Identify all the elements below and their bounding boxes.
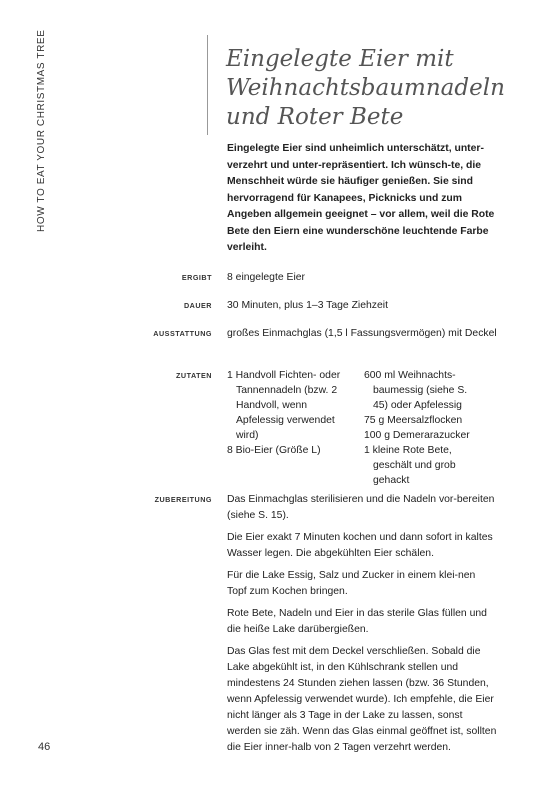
title-line: Eingelegte Eier mit: [226, 46, 454, 72]
title-line: Weihnachtsbaumnadeln: [226, 75, 505, 101]
ingredient-item: 8 Bio-Eier (Größe L): [227, 445, 321, 456]
yield-label: ERGIBT: [181, 273, 212, 282]
method-steps: [227, 492, 497, 762]
ingredient-item: 75 g Meersalzflocken: [364, 415, 463, 426]
method-label: ZUBEREITUNG: [154, 495, 212, 504]
ingredients-right-column: [364, 368, 484, 488]
ingredient-item: 100 g Demerarazucker: [364, 430, 470, 441]
duration-label: DAUER: [183, 301, 212, 310]
title-rule: [207, 35, 208, 135]
ingredients-label: ZUTATEN: [176, 371, 212, 380]
method-step: Rote Bete, Nadeln und Eier in das sterile Glas füllen und die heiße Lake darübergießen.: [227, 608, 487, 635]
running-head: HOW TO EAT YOUR CHRISTMAS TREE: [36, 29, 47, 232]
method-step: Das Glas fest mit dem Deckel verschließen. Sobald die Lake abgekühlt ist, in den Kühlschrank stellen und mindestens 24 Stunden ziehen lassen (bzw. 36 Stunden, wenn Apfelessig verwendet wurde). Ich empfehle, die Eier nicht länger als 3 Tage in der Lake zu lassen, sonst werden sie zäh. Wenn das Glas einmal geöffnet ist, sollten die Eier inner-halb von 2 Tagen verzehrt werden.: [227, 646, 497, 753]
title-line: und Roter Bete: [226, 104, 404, 130]
page-number: 46: [38, 741, 51, 753]
ingredients-left-column: [227, 368, 352, 458]
method-step: Für die Lake Essig, Salz und Zucker in einem klei-nen Topf zum Kochen bringen.: [227, 570, 476, 597]
ingredient-item: 1 kleine Rote Bete, geschält und grob gehackt: [364, 445, 456, 486]
recipe-title: [226, 45, 526, 132]
ingredient-item: 1 Handvoll Fichten- oder Tannennadeln (bzw. 2 Handvoll, wenn Apfelessig verwendet wird): [227, 370, 341, 441]
method-step: Das Einmachglas sterilisieren und die Nadeln vor-bereiten (siehe S. 15).: [227, 494, 495, 521]
yield-value: 8 eingelegte Eier: [227, 272, 305, 283]
intro-text: Eingelegte Eier sind unheimlich unterschätzt, unter-verzehrt und unter-repräsentiert. Ich wünsch-te, die Menschheit würde sie häufiger genießen. Sie sind hervorragend für Kanapees, Picknicks und zum Angeben allgemein geeignet – vor allem, weil die Rote Bete den Eiern eine wunderschöne leuchtende Farbe verleiht.: [227, 143, 495, 253]
equipment-label: AUSSTATTUNG: [153, 329, 212, 338]
duration-value: 30 Minuten, plus 1–3 Tage Ziehzeit: [227, 300, 388, 311]
equipment-value: großes Einmachglas (1,5 l Fassungsvermögen) mit Deckel: [227, 328, 497, 339]
ingredient-item: 600 ml Weihnachts-baumessig (siehe S. 45) oder Apfelessig: [364, 370, 468, 411]
method-step: Die Eier exakt 7 Minuten kochen und dann sofort in kaltes Wasser legen. Die abgekühlten Eier schälen.: [227, 532, 493, 559]
